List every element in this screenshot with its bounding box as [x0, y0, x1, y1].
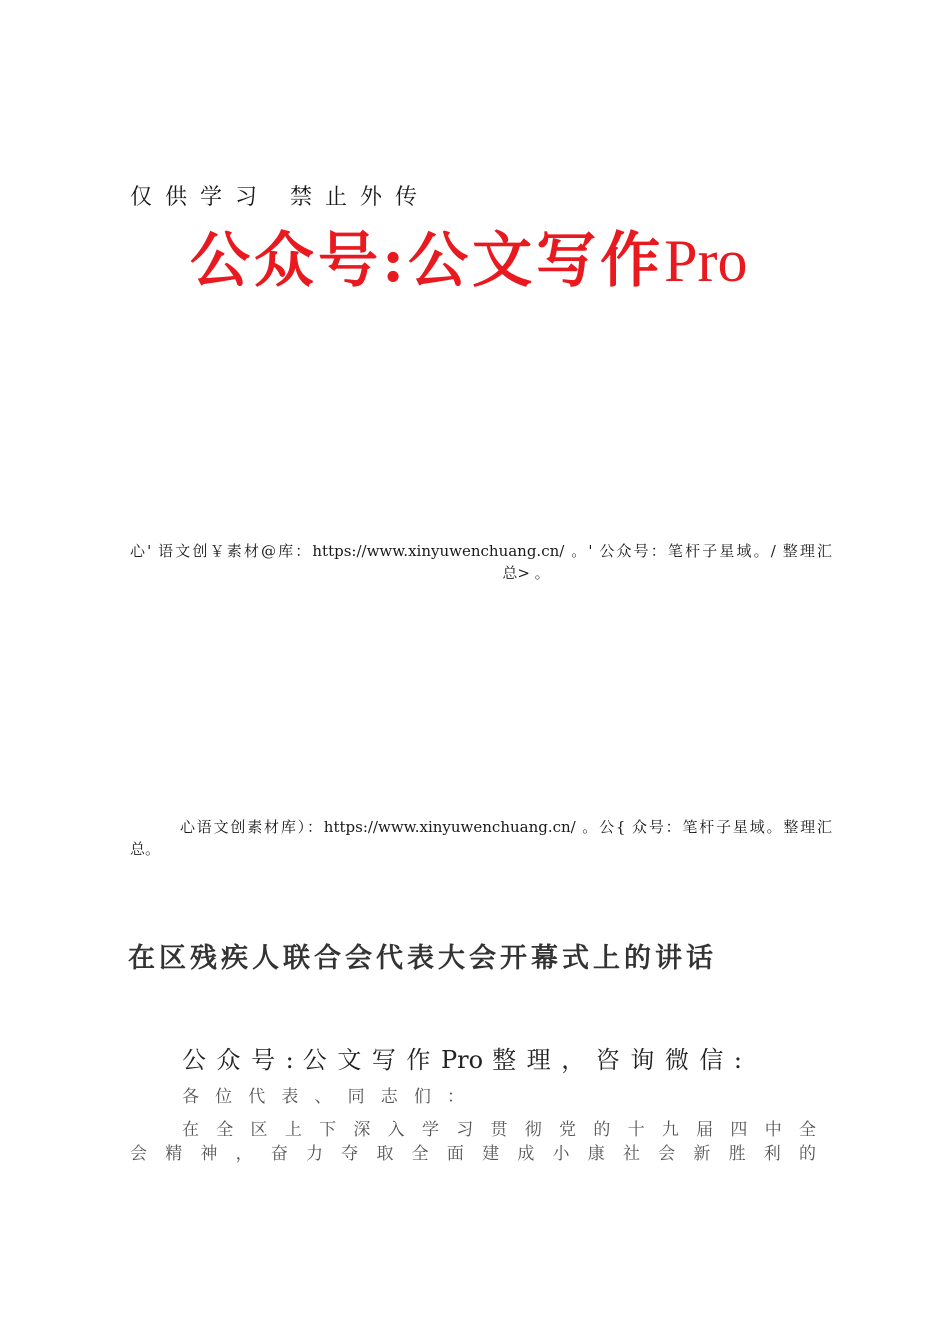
source-note-1-line-1: 心' 语文创￥素材@库：https://www.xinyuwenchuang.cn/ 。' 公众号：笔杆子星域。/ 整理汇 [130, 542, 832, 560]
brand-latin: Pro [664, 228, 748, 294]
source-note-2-line-2: 总。 [130, 840, 161, 858]
brand-watermark [190, 226, 748, 296]
article-title: 在区残疾人联合会代表大会开幕式上的讲话 [128, 943, 717, 974]
body-paragraph-line-2: 会 精 神 ， 奋 力 夺 取 全 面 建 成 小 康 社 会 新 胜 利 的 [130, 1144, 816, 1164]
brand-cjk: 公众号:公文写作 [190, 226, 665, 296]
body-paragraph-line-1: 在 全 区 上 下 深 入 学 习 贯 彻 党 的 十 九 届 四 中 全 [182, 1120, 816, 1140]
source-note-2 [130, 816, 832, 860]
restriction-notice: 仅供学习 禁止外传 [130, 185, 430, 210]
body-paragraph [130, 1118, 816, 1166]
source-note-2-line-1: 心语文创素材库）：https://www.xinyuwenchuang.cn/ 。公{ 众号：笔杆子星域。整理汇 [180, 818, 832, 836]
article-byline: 公 众 号 : 公 文 写 作 Pro 整 理 ， 咨 询 微 信 : [182, 1046, 742, 1074]
salutation: 各 位 代 表 、 同 志 们 ： [182, 1087, 464, 1107]
source-note-1 [130, 540, 832, 584]
source-note-1-line-2: 总> 。 [502, 564, 550, 582]
